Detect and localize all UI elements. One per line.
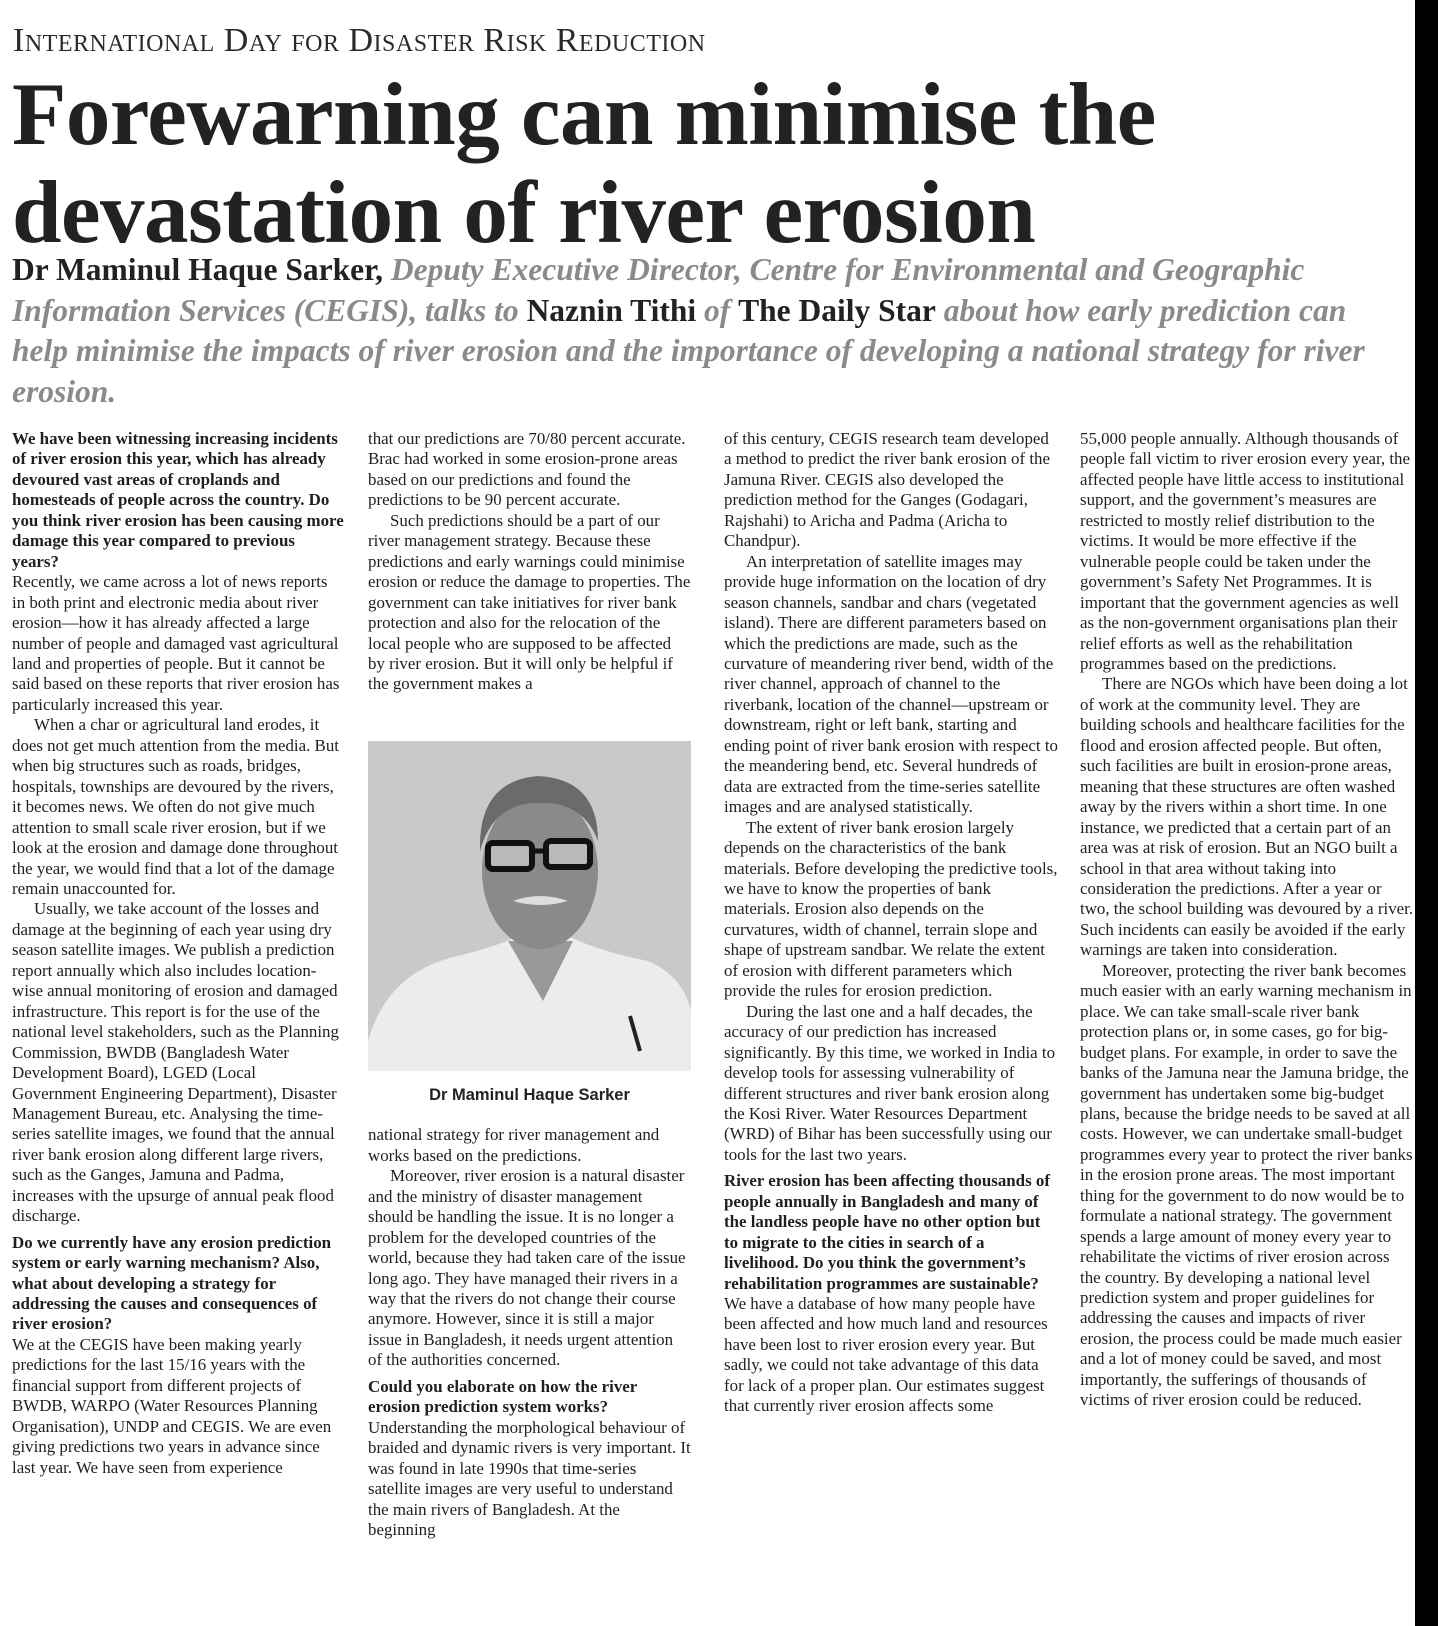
headline: Forewarning can minimise the devastation of river erosion — [12, 66, 1156, 262]
interviewee-name: Dr Maminul Haque Sarker, — [12, 252, 384, 287]
interview-answer-paragraph: Usually, we take account of the losses and damage at the beginning of each year using dry season satellite images. We publish a prediction report annually which also includes location-wise annual monitoring of erosion and damaged infrastructure. This report is for the use of the national level stakeholders, such as the Planning Commission, BWDB (Bangladesh Water Development Board), LGED (Local Government Engineering Department), Disaster Management Bureau, etc. Analysing the time-series satellite images, we found that the annual river bank erosion along different large rivers, such as the Ganges, Jamuna and Padma, increases with the upsurge of annual peak flood discharge. — [12, 899, 339, 1226]
interview-answer-paragraph: During the last one and a half decades, the accuracy of our prediction has increased significantly. By this time, we worked in India to develop tools for assessing vulnerability of different structures and river bank erosion along the Kosi River. Water Resources Department (WRD) of Bihar has been successfully using our tools for the last two years. — [724, 1001, 1056, 1164]
interview-answer-paragraph: Recently, we came across a lot of news reports in both print and electronic media about river erosion—how it has already affected a large number of people and damaged vast agricultural land and properties of people. But it cannot be said based on these reports that river erosion has particularly increased this year. — [12, 572, 340, 714]
interview-answer-paragraph: Understanding the morphological behaviour of braided and dynamic rivers is very important. It was found in late 1990s that time-series satellite images are very useful to understand the main rivers of Bangladesh. At the beginning — [368, 1417, 691, 1539]
interview-answer-paragraph: We have a database of how many people have been affected and how much land and resources have been lost to river erosion every year. But sadly, we could not take advantage of this data for lack of a proper plan. Our estimates suggest that currently river erosion affects some — [724, 1294, 1048, 1416]
interview-topic: about how early prediction can help minimise the impacts of river erosion and the importance of developing a national strategy for river erosion. — [12, 292, 1365, 409]
interviewee-role: Deputy Executive Director, Centre for Environmental and Geographic Information Services (CEGIS), talks to — [12, 252, 1305, 328]
interview-answer-paragraph: There are NGOs which have been doing a lot of work at the community level. They are building schools and healthcare facilities for the flood and erosion affected people. But often, such facilities are built in erosion-prone areas, meaning that these structures are often washed away by the rivers within a short time. In one instance, we predicted that a certain part of an area was at risk of erosion. But an NGO built a school in that area without taking into consideration the predictions. After a year or two, the school building was devoured by a river. Such incidents can easily be avoided if the early warnings are taken into consideration. — [1080, 674, 1414, 960]
interview-question: Could you elaborate on how the river erosion prediction system works? — [368, 1376, 637, 1417]
interview-answer-paragraph: When a char or agricultural land erodes, it does not get much attention from the media. But when big structures such as roads, bridges, hospitals, townships are devoured by the rivers, it becomes news. We often do not give much attention to small scale river erosion, but if we look at the erosion and damage done throughout the year, we would find that a lot of the damage remain unaccounted for. — [12, 715, 339, 898]
portrait-image — [368, 741, 691, 1071]
section-kicker: International Day for Disaster Risk Reduction — [13, 22, 706, 59]
page-edge — [1415, 0, 1438, 1626]
interview-answer-paragraph: of this century, CEGIS research team developed a method to predict the river bank erosion of the Jamuna River. CEGIS also developed the prediction method for the Ganges (Godagari, Rajshahi) to Aricha and Padma (Aricha to Chandpur). — [724, 429, 1050, 551]
interview-question: We have been witnessing increasing incidents of river erosion this year, which has already devoured vast areas of croplands and homesteads of people across the country. Do you think river erosion has been causing more damage this year compared to previous years? — [12, 429, 344, 571]
byline-of: of — [696, 292, 739, 328]
article-column-2 — [368, 429, 691, 1540]
interview-answer-paragraph: that our predictions are 70/80 percent accurate. Brac had worked in some erosion-prone areas based on our predictions and found the predictions to be 90 percent accurate. — [368, 429, 686, 510]
interview-answer-paragraph: 55,000 people annually. Although thousands of people fall victim to river erosion every year, the affected people have little access to institutional support, and the government’s measures are restricted to mostly relief distribution to the victims. It would be more effective if the vulnerable people could be taken under the government’s Safety Net Programmes. It is important that the government agencies as well as the non-government organisations plan their relief efforts as well as the rehabilitation programmes based on the predictions. — [1080, 429, 1410, 673]
portrait-photo — [368, 741, 691, 1071]
interviewer-name: Naznin Tithi — [526, 292, 697, 328]
photo-caption: Dr Maminul Haque Sarker — [429, 1085, 630, 1104]
interview-answer-paragraph: The extent of river bank erosion largely depends on the characteristics of the bank materials. Before developing the predictive tools, we have to know the properties of bank materials. Erosion also depends on the curvatures, width of channel, terrain slope and shape of upstream sandbar. We relate the extent of erosion with different parameters which provide the rules for erosion prediction. — [724, 817, 1058, 1001]
interview-question: River erosion has been affecting thousands of people annually in Bangladesh and many of the landless people have no other option but to migrate to the cities in search of a livelihood. Do you think the government’s rehabilitation programmes are sustainable? — [724, 1171, 1050, 1293]
interview-answer-paragraph: We at the CEGIS have been making yearly predictions for the last 15/16 years with the financial support from different projects of BWDB, WARPO (Water Resources Planning Organisation), UNDP and CEGIS. We are even giving predictions two years in advance since last year. We have seen from experience — [12, 1334, 332, 1477]
article-column-4 — [1080, 429, 1414, 1411]
publication-name: The Daily Star — [738, 292, 936, 328]
interview-answer-paragraph: Such predictions should be a part of our river management strategy. Because these predictions and early warnings could minimise erosion or reduce the damage to properties. The government can take initiatives for river bank protection and also for the relocation of the local people who are supposed to be affected by river erosion. But it will only be helpful if the government makes a — [368, 510, 691, 694]
column-2-top — [368, 429, 691, 695]
interview-answer-paragraph: Moreover, protecting the river bank becomes much easier with an early warning mechanism in place. We can take small-scale river bank protection plans or, in some cases, go for big-budget plans. For example, in order to save the banks of the Jamuna near the Jamuna bridge, the government has undertaken some big-budget plans, because the bridge needs to be saved at all costs. However, we can undertake small-budget programmes every year to protect the river banks in the erosion prone areas. The most important thing for the government to do now would be to formulate a national strategy. The government spends a large amount of money every year to rehabilitate the victims of river erosion across the country. By developing a national level prediction system and proper guidelines for addressing the causes and impacts of river erosion, the process could be made much easier and a lot of money could be saved, and most importantly, the sufferings of thousands of victims of river erosion could be reduced. — [1080, 960, 1413, 1410]
interview-answer-paragraph: An interpretation of satellite images may provide huge information on the location of dry season channels, sandbar and chars (vegetated island). There are different parameters based on which the predictions are made, such as the curvature of meandering river bend, width of the river channel, approach of channel to the riverbank, location of the channel—upstream or downstream, right or left bank, starting and ending point of river bank erosion with respect to the meandering bend, etc. Several hundreds of data are extracted from the time-series satellite images and are analysed statistically. — [724, 551, 1058, 817]
article-column-3 — [724, 429, 1058, 1417]
byline — [12, 250, 1407, 412]
interview-question: Do we currently have any erosion prediction system or early warning mechanism? Also, what about developing a strategy for addressing the causes and consequences of river erosion? — [12, 1232, 332, 1334]
interview-answer-paragraph: national strategy for river management and works based on the predictions. — [368, 1125, 660, 1165]
interview-answer-paragraph: Moreover, river erosion is a natural disaster and the ministry of disaster management should be handling the issue. It is no longer a problem for the developed countries of the world, because they had taken care of the issue long ago. They have managed their rivers in a way that the rivers do not change their course anymore. However, since it is still a major issue in Bangladesh, it needs urgent attention of the authorities concerned. — [368, 1166, 686, 1370]
article-column-1 — [12, 429, 344, 1478]
column-2-bottom — [368, 1125, 691, 1540]
